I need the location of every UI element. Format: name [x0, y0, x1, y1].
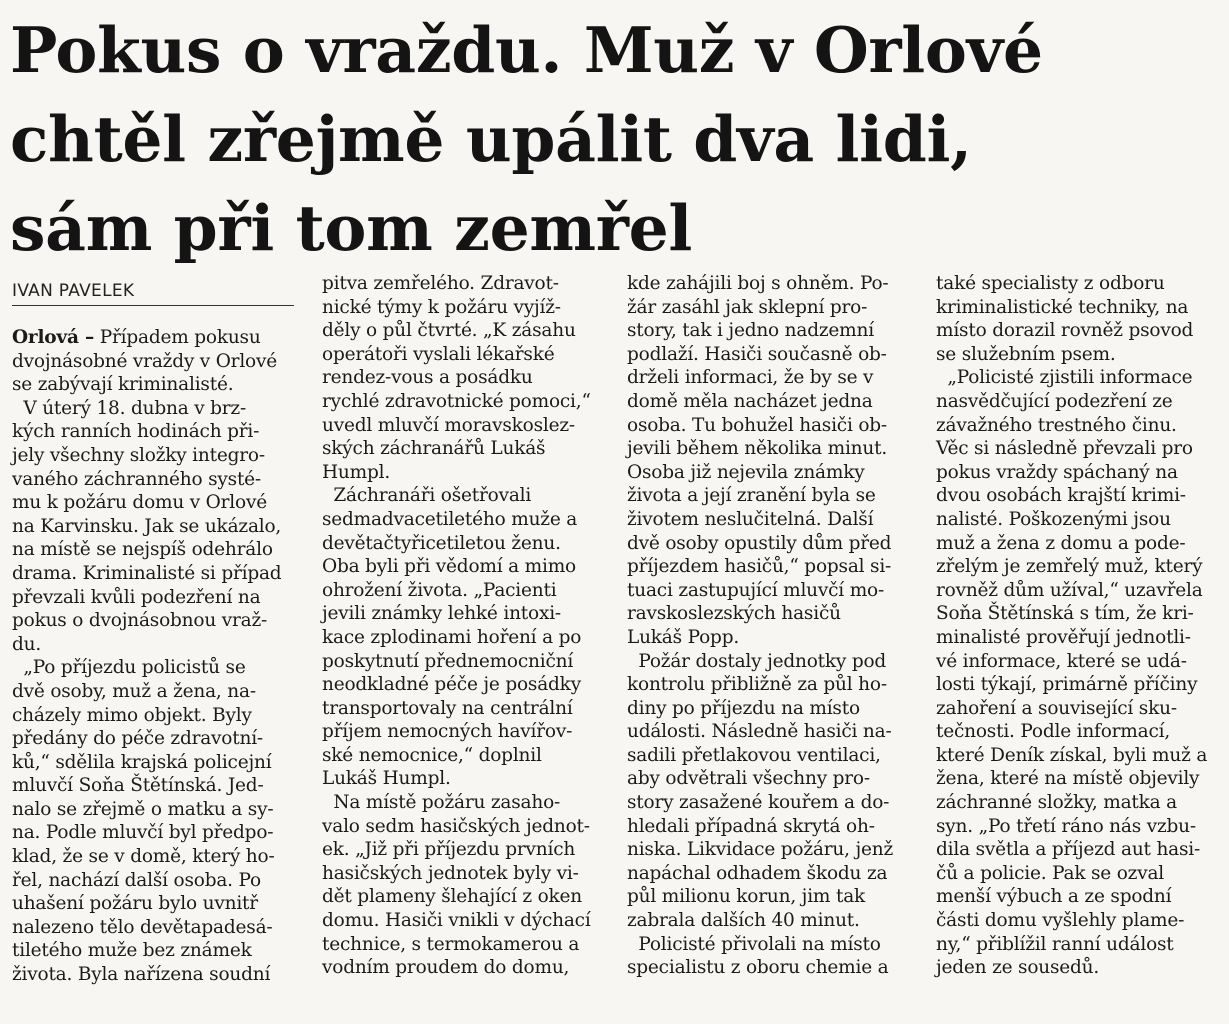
text-line: Soňa Štětínská s tím, že kri- [936, 603, 1194, 625]
text-line: vaného záchranného systé- [12, 468, 261, 490]
text-line: příjem nemocných havířov- [322, 721, 573, 743]
text-line: příjezdem hasičů,“ popsal si- [627, 556, 892, 578]
text-line: story zasažené kouřem a do- [627, 792, 890, 814]
text-line: rendez-vous a posádku [322, 367, 533, 389]
text-line: valo sedm hasičských jednot- [322, 815, 590, 837]
article-column-3 [627, 272, 919, 980]
text-line: ské nemocnice,“ doplnil [322, 744, 542, 766]
text-line: převzali kvůli podezření na [12, 586, 261, 608]
text-line: kde zahájili boj s ohněm. Po- [627, 273, 889, 294]
text-line: nasvědčující podezření ze [936, 390, 1173, 412]
text-line: dvou osobách krajští krimi- [936, 485, 1186, 507]
text-line: diny po příjezdu na místo [627, 697, 860, 719]
text-line: Lukáš Humpl. [322, 768, 451, 790]
text-line: story, tak i jedno nadzemní [627, 320, 874, 342]
text-line: dvě osoby, muž a žena, na- [12, 680, 256, 702]
text-line: zřelým je zemřelý muž, který [936, 556, 1203, 578]
text-line: rychlé zdravotnické pomoci,“ [322, 390, 591, 412]
text-line: kriminalistické techniky, na [936, 296, 1189, 318]
text-line: technice, s termokamerou a [322, 933, 580, 955]
text-line: půl milionu korun, jim tak [627, 886, 866, 908]
text-line: jeden ze sousedů. [936, 957, 1100, 979]
text-line: klad, že se v domě, který ho- [12, 846, 275, 868]
text-line: ků,“ sdělila krajská policejní [12, 751, 272, 773]
text-line: kontrolu přibližně za půl ho- [627, 674, 887, 696]
text-line: nalisté. Poškozenými jsou [936, 508, 1171, 530]
byline: IVAN PAVELEK [12, 281, 294, 306]
text-line: tuaci zastupující mluvčí mo- [627, 579, 885, 601]
text-line: sedmadvacetiletého muže a [322, 508, 578, 530]
text-line: uhašení požáru bylo uvnitř [12, 893, 258, 915]
text-line: vé informace, které se udá- [936, 650, 1187, 672]
text-line: děly o půl čtvrté. „K zásahu [322, 320, 576, 342]
text-line: ohrožení života. „Pacienti [322, 579, 557, 601]
text-line: mu k požáru domu v Orlové [12, 492, 267, 514]
text-line: mluvčí Soňa Štětínská. Jed- [12, 775, 264, 797]
text-line: osoba. Tu bohužel hasiči ob- [627, 414, 887, 436]
text-line: nalo se zřejmě o matku a sy- [12, 798, 274, 820]
text-line: dila světla a příjezd aut hasi- [936, 839, 1201, 861]
text-line: sadili přetlakovou ventilaci, [627, 744, 881, 766]
text-line: domě měla nacházet jedna [627, 390, 873, 412]
text-line: poskytnutí přednemocniční [322, 650, 574, 672]
text-line: losti týkají, primárně příčiny [936, 674, 1198, 696]
text-line: události. Následně hasiči na- [627, 721, 892, 743]
text-line: záchranné složky, matka a [936, 792, 1178, 814]
text-line: zahoření a související sku- [936, 697, 1177, 719]
text-line: hasičských jednotek byly vi- [322, 862, 579, 884]
text-line: žár zasáhl jak sklepní pro- [627, 296, 868, 318]
text-line: žena, které na místě objevily [936, 768, 1200, 790]
text-line: Požár dostaly jednotky pod [627, 650, 887, 672]
text-line: specialistu z oboru chemie a [627, 957, 889, 979]
column-2-lines [322, 272, 614, 980]
text-line: také specialisty z odboru [936, 273, 1165, 294]
text-line: niska. Likvidace požáru, jenž [627, 839, 893, 861]
text-line: tečnosti. Podle informací, [936, 721, 1171, 743]
text-line: uvedl mluvčí moravskoslez- [322, 414, 575, 436]
text-line: Oba byli při vědomí a mimo [322, 556, 576, 578]
text-line: předány do péče zdravotní- [12, 728, 263, 750]
text-line: života a její zranění byla se [627, 485, 876, 507]
text-line: na. Podle mluvčí byl předpo- [12, 822, 274, 844]
text-line: životem neslučitelná. Další [627, 508, 874, 530]
text-line: jely všechny složky integro- [12, 444, 265, 466]
text-line: domu. Hasiči vnikli v dýchací [322, 910, 591, 932]
text-line: které Deník získal, byli muž a [936, 744, 1208, 766]
headline-line: sám při tom zemřel [10, 191, 693, 265]
text-line: na místě se nejspíš odehrálo [12, 539, 273, 561]
text-line: kých ranních hodinách při- [12, 421, 260, 443]
text-line: se zabývají kriminalisté. [12, 374, 234, 396]
text-line: transportovaly na centrální [322, 697, 573, 719]
column-1-text [12, 326, 304, 350]
text-line: Na místě požáru zasaho- [322, 792, 561, 814]
text-line: syn. „Po třetí ráno nás vzbu- [936, 815, 1196, 837]
text-line: dět plameny šlehající z oken [322, 886, 582, 908]
column-4-lines [936, 272, 1228, 980]
text-line: vodním proudem do domu, [322, 957, 570, 979]
text-line: rovněž dům užíval,“ uzavřela [936, 579, 1203, 601]
text-line: části domu vyšlehly plame- [936, 910, 1185, 932]
text-line: dvě osoby opustily dům před [627, 532, 892, 554]
text-line: Humpl. [322, 461, 391, 483]
text-line: čů a policie. Pak se ozval [936, 862, 1165, 884]
text-line: hledali případná skrytá oh- [627, 815, 875, 837]
text-line: drama. Kriminalisté si případ [12, 562, 282, 584]
text-line: jevili známky lehké intoxi- [322, 603, 561, 625]
headline-line: Pokus o vraždu. Muž v Orlové [10, 13, 1043, 87]
text-line: se služebním psem. [936, 343, 1116, 365]
text-line: pokus o dvojnásobnou vraž- [12, 610, 268, 632]
text-line: neodkladné péče je posádky [322, 674, 581, 696]
text-line: cházely mimo objekt. Byly [12, 704, 252, 726]
text-line: menší výbuch a ze spodní [936, 886, 1172, 908]
text-line: minalisté prověřují jednotli- [936, 626, 1191, 648]
text-line: pitva zemřelého. Zdravot- [322, 273, 559, 294]
text-line: podlaží. Hasiči současně ob- [627, 343, 887, 365]
article-column-4 [936, 272, 1228, 980]
column-3-lines [627, 272, 919, 980]
text-line: místo dorazil rovněž psovod [936, 320, 1194, 342]
text-line: ských záchranářů Lukáš [322, 438, 546, 460]
text-line: dvojnásobné vraždy v Orlové [12, 350, 277, 372]
text-line: Záchranáři ošetřovali [322, 485, 532, 507]
article-column-1 [12, 326, 304, 987]
text-line: života. Byla nařízena soudní [12, 964, 271, 986]
column-1-lines [12, 350, 304, 987]
text-line: na Karvinsku. Jak se ukázalo, [12, 515, 282, 537]
text-line: Případem pokusu [94, 327, 261, 348]
article-column-2 [322, 272, 614, 980]
text-line: du. [12, 633, 42, 655]
text-line: muž a žena z domu a pode- [936, 532, 1186, 554]
text-line: tiletého muže bez známek [12, 940, 252, 962]
text-line: řel, nachází další osoba. Po [12, 869, 261, 891]
text-line: Lukáš Popp. [627, 626, 740, 648]
text-line: Věc si následně převzali pro [936, 438, 1193, 460]
text-line: aby odvětrali všechny pro- [627, 768, 870, 790]
text-line: „Po příjezdu policistů se [12, 657, 246, 679]
text-line: Osoba již nejevila známky [627, 461, 865, 483]
text-line: drželi informaci, že by se v [627, 367, 874, 389]
text-line: operátoři vyslali lékařské [322, 343, 555, 365]
text-line: devětačtyřicetiletou ženu. [322, 532, 561, 554]
text-line: napáchal odhadem škodu za [627, 862, 888, 884]
text-line: Policisté přivolali na místo [627, 933, 881, 955]
text-line: kace zplodinami hoření a po [322, 626, 582, 648]
text-line: závažného trestného činu. [936, 414, 1177, 436]
text-line: nalezeno tělo devětapadesá- [12, 916, 273, 938]
text-line: nické týmy k požáru vyjíž- [322, 296, 561, 318]
text-line: V úterý 18. dubna v brz- [12, 397, 247, 419]
text-line: „Policisté zjistili informace [936, 367, 1193, 389]
dateline: Orlová – [12, 327, 95, 348]
text-line: jevili během několika minut. [627, 438, 888, 460]
text-line: zabrala dalších 40 minut. [627, 910, 860, 932]
text-line: ek. „Již při příjezdu prvních [322, 839, 576, 861]
text-line: pokus vraždy spáchaný na [936, 461, 1178, 483]
text-line: ny,“ přiblížil ranní událost [936, 933, 1174, 955]
headline-line: chtěl zřejmě upálit dva lidi, [10, 102, 972, 176]
article-headline [10, 6, 1220, 273]
text-line: ravskoslezských hasičů [627, 603, 841, 625]
